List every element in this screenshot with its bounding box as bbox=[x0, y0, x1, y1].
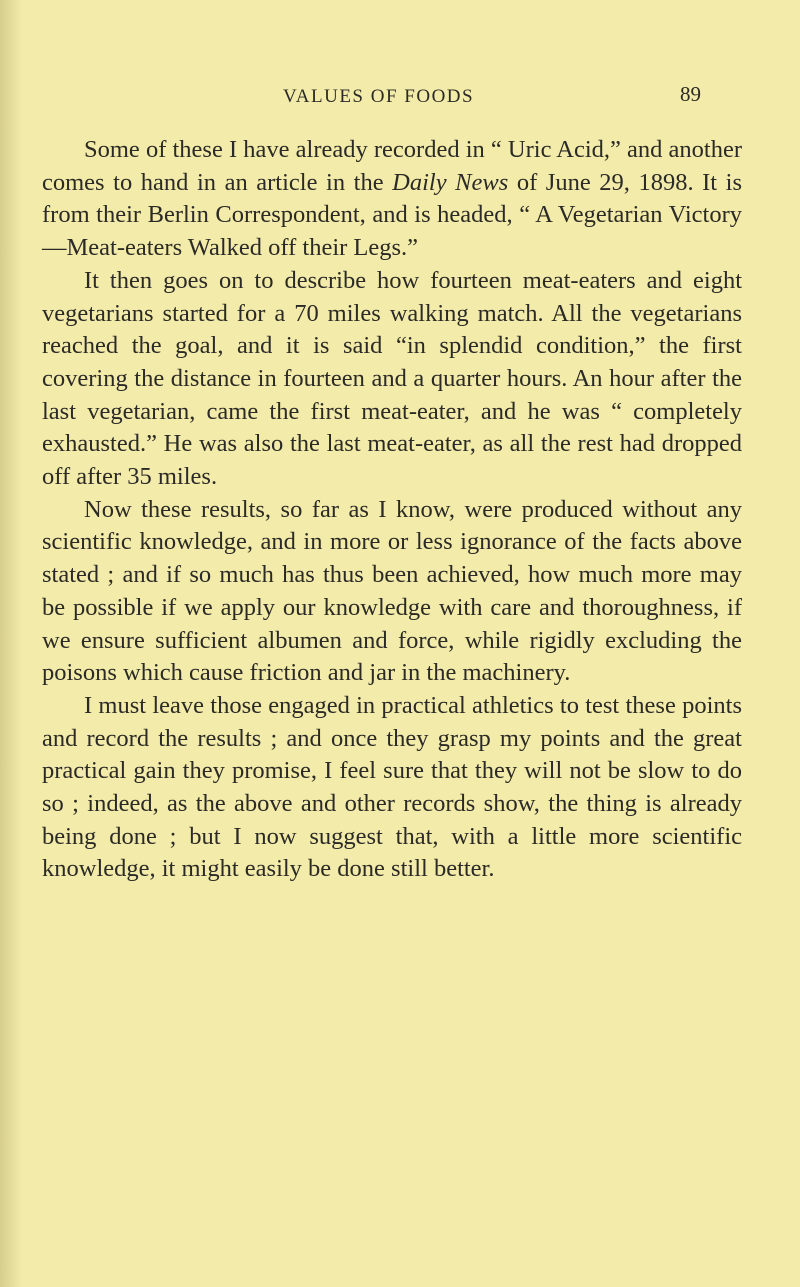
newspaper-title: Daily News bbox=[392, 168, 509, 196]
body-text bbox=[42, 134, 742, 886]
page-header bbox=[0, 82, 800, 112]
paragraph-4: I must leave those engaged in practical athletics to test these points and record the results ; and once they grasp my points and the great practical gain they promise, I feel sure that they will not be slow to do so ; indeed, as the above and other records show, the thing is already being done ; but I now suggest that, with a little more scientific knowledge, it might easily be done still better. bbox=[42, 691, 742, 883]
running-title: VALUES OF FOODS bbox=[283, 86, 475, 107]
paragraph-1 bbox=[42, 134, 742, 265]
paragraph-1-text-before: Some of these I have already recorded in “ Uric Acid,” and another comes to hand in an article in the bbox=[42, 136, 742, 196]
page-number: 89 bbox=[680, 82, 701, 106]
paragraph-1-text-after: of June 29, 1898. It is from their Berlin Correspondent, and is headed, “ A Vegetarian Victory—Meat-eaters Walked off their Legs.” bbox=[42, 168, 742, 262]
paragraph-2: It then goes on to describe how fourteen meat-eaters and eight vegetarians started for a 70 miles walking match. All the vegetarians reached the goal, and it is said “in splendid condition,” the first covering the distance in fourteen and a quarter hours. An hour after the last vegetarian, came the first meat-eater, and he was “ completely exhausted.” He was also the last meat-eater, as all the rest had dropped off after 35 miles. bbox=[42, 266, 742, 491]
paragraph-3: Now these results, so far as I know, were produced without any scientific knowledge, and in more or less ignorance of the facts above stated ; and if so much has thus been achieved, how much more may be possible if we apply our knowledge with care and thoroughness, if we ensure sufficient albumen and force, while rigidly excluding the poisons which cause friction and jar in the machinery. bbox=[42, 495, 742, 687]
